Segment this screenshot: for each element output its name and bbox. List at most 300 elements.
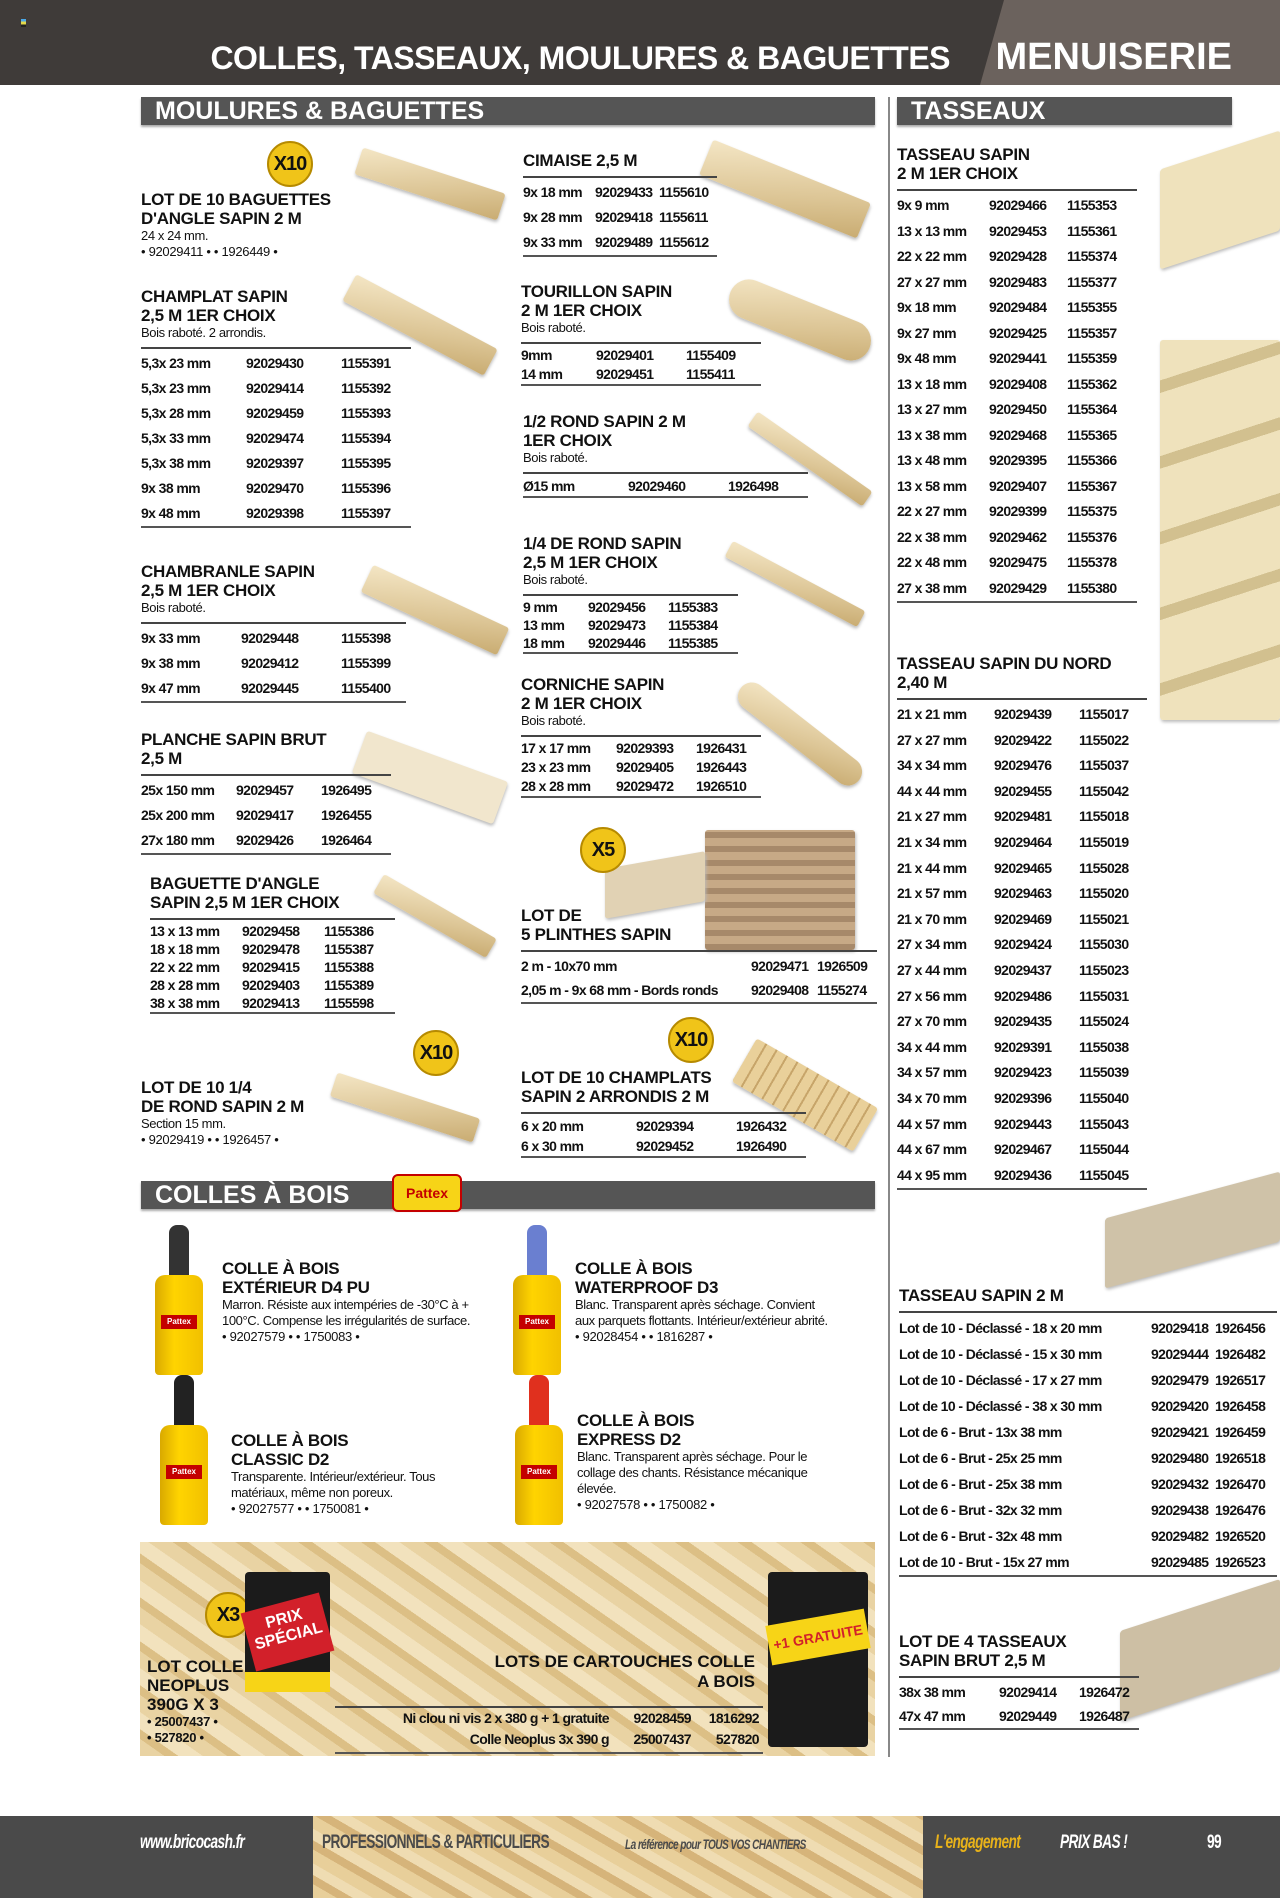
title-line: COLLE À BOIS: [577, 1411, 695, 1430]
osb-promo-panel: [140, 1542, 875, 1756]
cell-size: 27 x 56 mm: [897, 987, 967, 1004]
cell-size: 13 x 13 mm: [150, 923, 220, 939]
title-line: 2 M 1ER CHOIX: [521, 301, 642, 320]
table-row: [523, 180, 717, 205]
pack-label: PRIX SPÉCIAL: [241, 1593, 335, 1672]
table-row: [897, 1112, 1147, 1138]
cell-code: 92029469: [994, 910, 1052, 927]
table-row: [150, 958, 395, 976]
cell-size: 44 x 57 mm: [897, 1115, 967, 1132]
cell-ref: 1816292: [708, 1710, 759, 1726]
cell-ref: 1155028: [1079, 859, 1129, 876]
product-title: [523, 151, 717, 170]
table-row: [150, 922, 395, 940]
cell-ref: 1155355: [1067, 299, 1117, 315]
product-table: [141, 622, 406, 703]
cell-ref: 1926482: [1215, 1346, 1266, 1362]
product-description: Blanc. Transparent après séchage. Convient aux parquets flottants. Intérieur/extérieur abrité.: [575, 1297, 828, 1328]
pattex-logo: Pattex: [392, 1174, 462, 1212]
cell-code: 92029430: [246, 355, 304, 371]
footer-engagement: L'engagement: [935, 1832, 1021, 1853]
table-row: [897, 728, 1147, 754]
cell-ref: 1155397: [341, 505, 391, 521]
cell-size: 5,3x 33 mm: [141, 430, 211, 446]
title-line: LOT DE 10 BAGUETTES: [141, 190, 331, 209]
title-line: 1/4 DE ROND SAPIN: [523, 534, 682, 553]
cell-code: 92029460: [628, 478, 686, 494]
cell-code: 92029408: [751, 982, 809, 998]
table-row: [897, 984, 1147, 1010]
cell-size: 18 x 18 mm: [150, 941, 220, 957]
table-row: [897, 346, 1137, 372]
quarter-round-image: [330, 1072, 480, 1142]
product-colle-d4: [222, 1259, 482, 1345]
cell-code: 92029478: [242, 941, 300, 957]
title-line: 2 M 1ER CHOIX: [521, 694, 642, 713]
table-row: [141, 451, 411, 476]
cell-size: 9x 38 mm: [141, 655, 201, 671]
table-row: [141, 401, 411, 426]
product-lot-baguettes-angle: [141, 190, 341, 260]
product-title: [521, 675, 761, 713]
table-row: [897, 525, 1137, 551]
title-line: CORNICHE SAPIN: [521, 675, 665, 694]
cell-ref: 1155598: [324, 995, 374, 1011]
title-line: CHAMPLAT SAPIN: [141, 287, 288, 306]
cell-ref: 1926495: [321, 782, 372, 798]
footer-pro: PROFESSIONNELS & PARTICULIERS: [322, 1832, 550, 1853]
quantity-badge: X5: [580, 827, 626, 873]
cell-ref: 1155038: [1079, 1038, 1129, 1055]
product-tasseau-nord: [897, 654, 1147, 1190]
table-row: [897, 932, 1147, 958]
cell-code: 92029467: [994, 1141, 1052, 1158]
table-row: [523, 205, 717, 230]
table-row: [897, 193, 1137, 219]
title-line: CLASSIC D2: [231, 1450, 330, 1469]
title-line: LOT DE 10 1/4: [141, 1078, 252, 1097]
cell-code: 92029424: [994, 936, 1052, 953]
title-line: 5 PLINTHES SAPIN: [521, 925, 672, 944]
cell-code: 92029484: [989, 299, 1047, 315]
cell-ref: 1155361: [1067, 222, 1117, 239]
product-title: [897, 145, 1137, 183]
product-champlat: [141, 287, 411, 528]
bottle-cap: [527, 1225, 547, 1275]
cell-size: 9x 18 mm: [523, 184, 583, 200]
product-lot-quart-rond: [141, 1078, 341, 1148]
product-codes: • 92027577 • • 1750081 •: [231, 1501, 369, 1516]
cell-size: 5,3x 38 mm: [141, 455, 211, 471]
page-title: COLLES, TASSEAUX, MOULURES & BAGUETTES: [210, 40, 950, 76]
cell-ref: 1155375: [1067, 503, 1117, 519]
cell-code: 92029450: [989, 401, 1047, 417]
cell-code: 92029426: [236, 832, 294, 848]
table-row: [899, 1367, 1277, 1393]
title-line: TASSEAU SAPIN: [897, 145, 1030, 164]
cell-ref: 1155384: [668, 617, 718, 633]
table-row: [897, 423, 1137, 449]
cell-ref: 1155044: [1079, 1141, 1129, 1158]
glue-bottle-image: [160, 1425, 208, 1525]
title-line: 390G X 3: [147, 1695, 219, 1714]
cell-ref: 1155024: [1079, 1013, 1129, 1030]
cell-code: 92029459: [246, 405, 304, 421]
column-divider: [888, 97, 890, 1757]
title-line: 2,5 M 1ER CHOIX: [523, 553, 658, 572]
neoplus-pack-image: [245, 1572, 330, 1692]
cell-ref: 1155380: [1067, 579, 1117, 596]
product-codes: • 92027579 • • 1750083 •: [222, 1329, 360, 1344]
cell-code: 92029482: [1151, 1528, 1209, 1544]
cell-size: 9x 48 mm: [897, 350, 957, 366]
cell-ref: 1155395: [341, 455, 391, 471]
product-description: Bois raboté.: [523, 450, 588, 465]
cell-ref: 1155359: [1067, 350, 1117, 366]
footer-prix-bas: PRIX BAS !: [1060, 1832, 1128, 1853]
product-table: [523, 472, 808, 498]
table-row: [899, 1704, 1139, 1728]
footer-url: www.bricocash.fr: [140, 1832, 245, 1853]
cell-size: Lot de 6 - Brut - 25x 25 mm: [899, 1450, 1062, 1466]
table-row: [523, 616, 738, 634]
cell-size: 21 x 27 mm: [897, 808, 967, 825]
title-line: LOT DE 4 TASSEAUX: [899, 1632, 1067, 1651]
cell-size: 17 x 17 mm: [521, 740, 591, 756]
product-demi-rond: [523, 412, 808, 498]
cell-code: 92029437: [994, 961, 1052, 978]
cell-ref: 1155388: [324, 959, 374, 975]
title-line: TASSEAU SAPIN DU NORD: [897, 654, 1112, 673]
cell-size: Lot de 10 - Déclassé - 18 x 20 mm: [899, 1320, 1102, 1336]
title-line: 2,5 M: [141, 749, 183, 768]
cell-code: 92029445: [241, 680, 299, 696]
cell-size: Lot de 10 - Brut - 15x 27 mm: [899, 1554, 1069, 1570]
cell-code: 92029475: [989, 554, 1047, 570]
tasseaux-lot-image: [1120, 1579, 1280, 1721]
pack-label: +1 GRATUITE: [765, 1609, 870, 1666]
table-row: [899, 1341, 1277, 1367]
cell-size: 5,3x 28 mm: [141, 405, 211, 421]
table-row: [897, 219, 1137, 245]
table-row: [897, 270, 1137, 296]
bottle-cap: [529, 1375, 549, 1425]
cell-ref: 1155400: [341, 680, 391, 696]
product-title: [222, 1259, 482, 1297]
cell-ref: 1155394: [341, 430, 391, 446]
product-codes: • 25007437 •: [147, 1714, 218, 1729]
tasseau-image: [1160, 131, 1280, 270]
title-line: DE ROND SAPIN 2 M: [141, 1097, 305, 1116]
cell-size: 13 x 18 mm: [897, 375, 967, 392]
table-row: [521, 978, 877, 1002]
footer-osb-band: [313, 1816, 923, 1898]
cell-ref: 1926518: [1215, 1450, 1266, 1466]
cell-size: Lot de 10 - Déclassé - 38 x 30 mm: [899, 1398, 1102, 1414]
cell-code: 92029405: [616, 759, 674, 775]
cell-size: 9 mm: [523, 599, 558, 615]
cell-ref: 1155042: [1079, 782, 1129, 799]
cell-code: 92029446: [588, 635, 646, 651]
cell-size: 9x 38 mm: [141, 480, 201, 496]
cell-code: 92029417: [236, 807, 294, 823]
bottle-cap: [174, 1375, 194, 1425]
table-row: [897, 753, 1147, 779]
product-colle-classic: [231, 1431, 491, 1517]
cell-code: 92029435: [994, 1013, 1052, 1030]
cell-size: 44 x 67 mm: [897, 1141, 967, 1158]
cell-ref: 1155018: [1079, 808, 1129, 825]
table-row: [897, 244, 1137, 270]
cell-size: Ø15 mm: [523, 478, 575, 494]
table-row: [899, 1680, 1139, 1704]
table-row: [897, 830, 1147, 856]
table-row: [899, 1497, 1277, 1523]
table-row: [897, 1009, 1147, 1035]
table-row: [897, 907, 1147, 933]
title-line: SAPIN 2,5 M 1ER CHOIX: [150, 893, 340, 912]
cell-size: 25x 200 mm: [141, 807, 215, 823]
cell-ref: 1155383: [668, 599, 718, 615]
title-line: 1/2 ROND SAPIN 2 M: [523, 412, 686, 431]
cell-size: 22 x 22 mm: [150, 959, 220, 975]
product-title: [141, 190, 341, 228]
table-row: [897, 1086, 1147, 1112]
cell-ref: 1926523: [1215, 1554, 1266, 1570]
cell-code: 92029485: [1151, 1554, 1209, 1570]
cell-ref: 1926458: [1215, 1398, 1266, 1414]
pack-footer: [245, 1672, 330, 1692]
title-line: 2,5 M 1ER CHOIX: [141, 306, 276, 325]
cell-code: 92029412: [241, 655, 299, 671]
title-line: EXTÉRIEUR D4 PU: [222, 1278, 370, 1297]
cell-code: 92029394: [636, 1118, 694, 1134]
cell-ref: 1155385: [668, 635, 718, 651]
cell-ref: 1155043: [1079, 1115, 1129, 1132]
cell-code: 92029428: [989, 248, 1047, 264]
product-table: [523, 594, 738, 654]
cell-size: 34 x 44 mm: [897, 1038, 967, 1055]
table-row: [897, 958, 1147, 984]
product-table: [899, 1311, 1277, 1577]
product-description: Transparente. Intérieur/extérieur. Tous matériaux, même non poreux.: [231, 1469, 436, 1500]
bottle-label: Pattex: [519, 1315, 555, 1329]
title-line: 1ER CHOIX: [523, 431, 612, 450]
product-codes: • 92029419 • • 1926457 •: [141, 1132, 279, 1147]
product-codes: • 92027578 • • 1750082 •: [577, 1497, 715, 1512]
cell-ref: 1155611: [659, 209, 708, 225]
cell-code: 92029395: [989, 452, 1047, 468]
cell-ref: 1926470: [1215, 1476, 1266, 1492]
table-row: [899, 1445, 1277, 1471]
cell-code: 92029451: [596, 366, 654, 382]
table-row: [141, 778, 391, 803]
cell-code: 92029401: [596, 347, 654, 363]
cell-size: 9x 9 mm: [897, 197, 949, 213]
cell-size: Lot de 6 - Brut - 25x 38 mm: [899, 1476, 1062, 1492]
cell-size: 44 x 95 mm: [897, 1166, 967, 1183]
cell-size: 21 x 57 mm: [897, 885, 967, 902]
cell-size: 28 x 28 mm: [521, 778, 591, 794]
product-title: [150, 874, 395, 912]
table-row: [897, 804, 1147, 830]
cell-ref: 1926476: [1215, 1502, 1266, 1518]
table-row: [897, 1060, 1147, 1086]
product-table: [521, 735, 761, 798]
table-row: [897, 499, 1137, 525]
cell-ref: 1155045: [1079, 1166, 1129, 1183]
table-row: [899, 1315, 1277, 1341]
cell-ref: 1155374: [1067, 248, 1117, 264]
cell-ref: 1926432: [736, 1118, 787, 1134]
cell-size: 34 x 34 mm: [897, 757, 967, 774]
page-header: [0, 0, 1280, 85]
cell-size: 27 x 70 mm: [897, 1013, 967, 1030]
table-row: [150, 940, 395, 958]
cell-code: 92029396: [994, 1089, 1052, 1106]
cell-ref: 1926431: [696, 740, 747, 756]
table-row: [335, 1710, 763, 1731]
cell-size: 27x 180 mm: [141, 832, 215, 848]
cell-size: 13 mm: [523, 617, 565, 633]
cell-ref: 527820: [715, 1731, 759, 1747]
cell-size: 6 x 30 mm: [521, 1138, 584, 1154]
bottle-label: Pattex: [521, 1465, 557, 1479]
cell-code: 92029398: [246, 505, 304, 521]
cell-size: Lot de 6 - Brut - 32x 48 mm: [899, 1528, 1062, 1544]
product-description: 24 x 24 mm.: [141, 228, 209, 243]
cell-size: 13 x 13 mm: [897, 222, 967, 239]
table-row: [897, 881, 1147, 907]
table-row: [897, 474, 1137, 500]
product-lot-4-tasseaux: [899, 1632, 1139, 1730]
colles-heading: COLLES À BOIS: [141, 1181, 875, 1209]
product-title: [523, 534, 738, 572]
cell-code: 92029399: [989, 503, 1047, 519]
title-line: NEOPLUS: [147, 1676, 230, 1695]
cell-ref: 1926487: [1079, 1708, 1130, 1724]
cell-code: 92029452: [636, 1138, 694, 1154]
quarter-round-image: [725, 541, 866, 627]
cell-ref: 1926490: [736, 1138, 787, 1154]
product-title: [521, 282, 761, 320]
cell-ref: 1155393: [341, 405, 391, 421]
cell-code: 92029457: [236, 782, 294, 798]
product-cimaise: [523, 151, 717, 257]
cell-ref: 1155017: [1079, 706, 1129, 722]
cell-size: Lot de 6 - Brut - 13x 38 mm: [899, 1424, 1062, 1440]
cell-ref: 1155398: [341, 630, 391, 646]
table-row: [897, 1137, 1147, 1163]
cell-code: 92029397: [246, 455, 304, 471]
cell-size: 38 x 38 mm: [150, 995, 220, 1011]
cell-code: 92029464: [994, 833, 1052, 850]
cell-ref: 1926498: [728, 478, 779, 494]
color-registration-mark: [21, 19, 26, 27]
table-row: [150, 994, 395, 1012]
cell-size: 22 x 48 mm: [897, 554, 967, 570]
cell-code: 92029444: [1151, 1346, 1209, 1362]
cell-ref: 1155366: [1067, 452, 1117, 468]
product-table: [141, 774, 391, 855]
product-lot-champlats: [521, 1068, 806, 1158]
table-row: [897, 1163, 1147, 1189]
cell-code: 92029403: [242, 977, 300, 993]
cell-size: 5,3x 23 mm: [141, 380, 211, 396]
cell-code: 92029465: [994, 859, 1052, 876]
cell-size: 21 x 34 mm: [897, 833, 967, 850]
cell-code: 92029420: [1151, 1398, 1209, 1414]
bottle-label: Pattex: [161, 1315, 197, 1329]
table-row: [897, 550, 1137, 576]
product-table: [521, 950, 877, 1004]
cartouches-pack-image: [768, 1572, 868, 1747]
cell-ref: 1155377: [1067, 273, 1117, 290]
cell-size: 27 x 38 mm: [897, 579, 967, 596]
cell-size: 27 x 34 mm: [897, 936, 967, 953]
table-row: [897, 448, 1137, 474]
cell-ref: 1155021: [1079, 910, 1129, 927]
cell-ref: 1155040: [1079, 1089, 1129, 1106]
product-quart-rond: [523, 534, 738, 654]
cell-code: 92029391: [994, 1038, 1052, 1055]
cell-desc: Colle Neoplus 3x 390 g: [469, 1731, 609, 1747]
cell-code: 92029436: [994, 1166, 1052, 1183]
cell-size: 5,3x 23 mm: [141, 355, 211, 371]
product-description: Bois raboté.: [523, 572, 588, 587]
title-line: TASSEAU SAPIN 2 M: [899, 1286, 1064, 1305]
table-row: [141, 426, 411, 451]
section-title: MENUISERIE: [995, 36, 1232, 78]
cell-size: 9mm: [521, 347, 552, 363]
cell-ref: 1926464: [321, 832, 372, 848]
product-title: [141, 1078, 341, 1116]
cell-size: 9x 27 mm: [897, 324, 957, 341]
table-row: [521, 365, 761, 384]
page-footer: [0, 1816, 1280, 1898]
product-description: Bois raboté.: [521, 713, 586, 728]
table-row: [523, 634, 738, 652]
cell-size: 2 m - 10x70 mm: [521, 958, 617, 974]
cell-code: 92029433: [595, 184, 653, 200]
table-row: [523, 598, 738, 616]
product-codes: • 92029411 • • 1926449 •: [141, 244, 278, 259]
cell-code: 92029479: [1151, 1372, 1209, 1388]
cell-code: 92029476: [994, 757, 1052, 774]
title-line: LOT COLLE: [147, 1657, 244, 1676]
cell-code: 92029456: [588, 599, 646, 615]
title-line: EXPRESS D2: [577, 1430, 681, 1449]
cell-code: 92029453: [989, 222, 1047, 239]
cell-ref: 1155353: [1067, 197, 1117, 213]
cell-size: 38x 38 mm: [899, 1684, 966, 1700]
table-row: [521, 1136, 806, 1156]
cartouches-table: [335, 1706, 763, 1754]
bottle-cap: [169, 1225, 189, 1275]
table-row: [521, 758, 761, 777]
cell-ref: 1155030: [1079, 936, 1129, 953]
cell-size: 28 x 28 mm: [150, 977, 220, 993]
product-title: [141, 730, 391, 768]
quantity-badge: X10: [668, 1017, 714, 1063]
cell-size: Lot de 10 - Déclassé - 15 x 30 mm: [899, 1346, 1102, 1362]
cell-code: 92029432: [1151, 1476, 1209, 1492]
cell-code: 92029471: [751, 958, 809, 974]
table-row: [523, 476, 808, 496]
table-row: [521, 954, 877, 978]
glue-bottle-image: [515, 1425, 563, 1525]
cell-ref: 1155411: [686, 366, 735, 382]
